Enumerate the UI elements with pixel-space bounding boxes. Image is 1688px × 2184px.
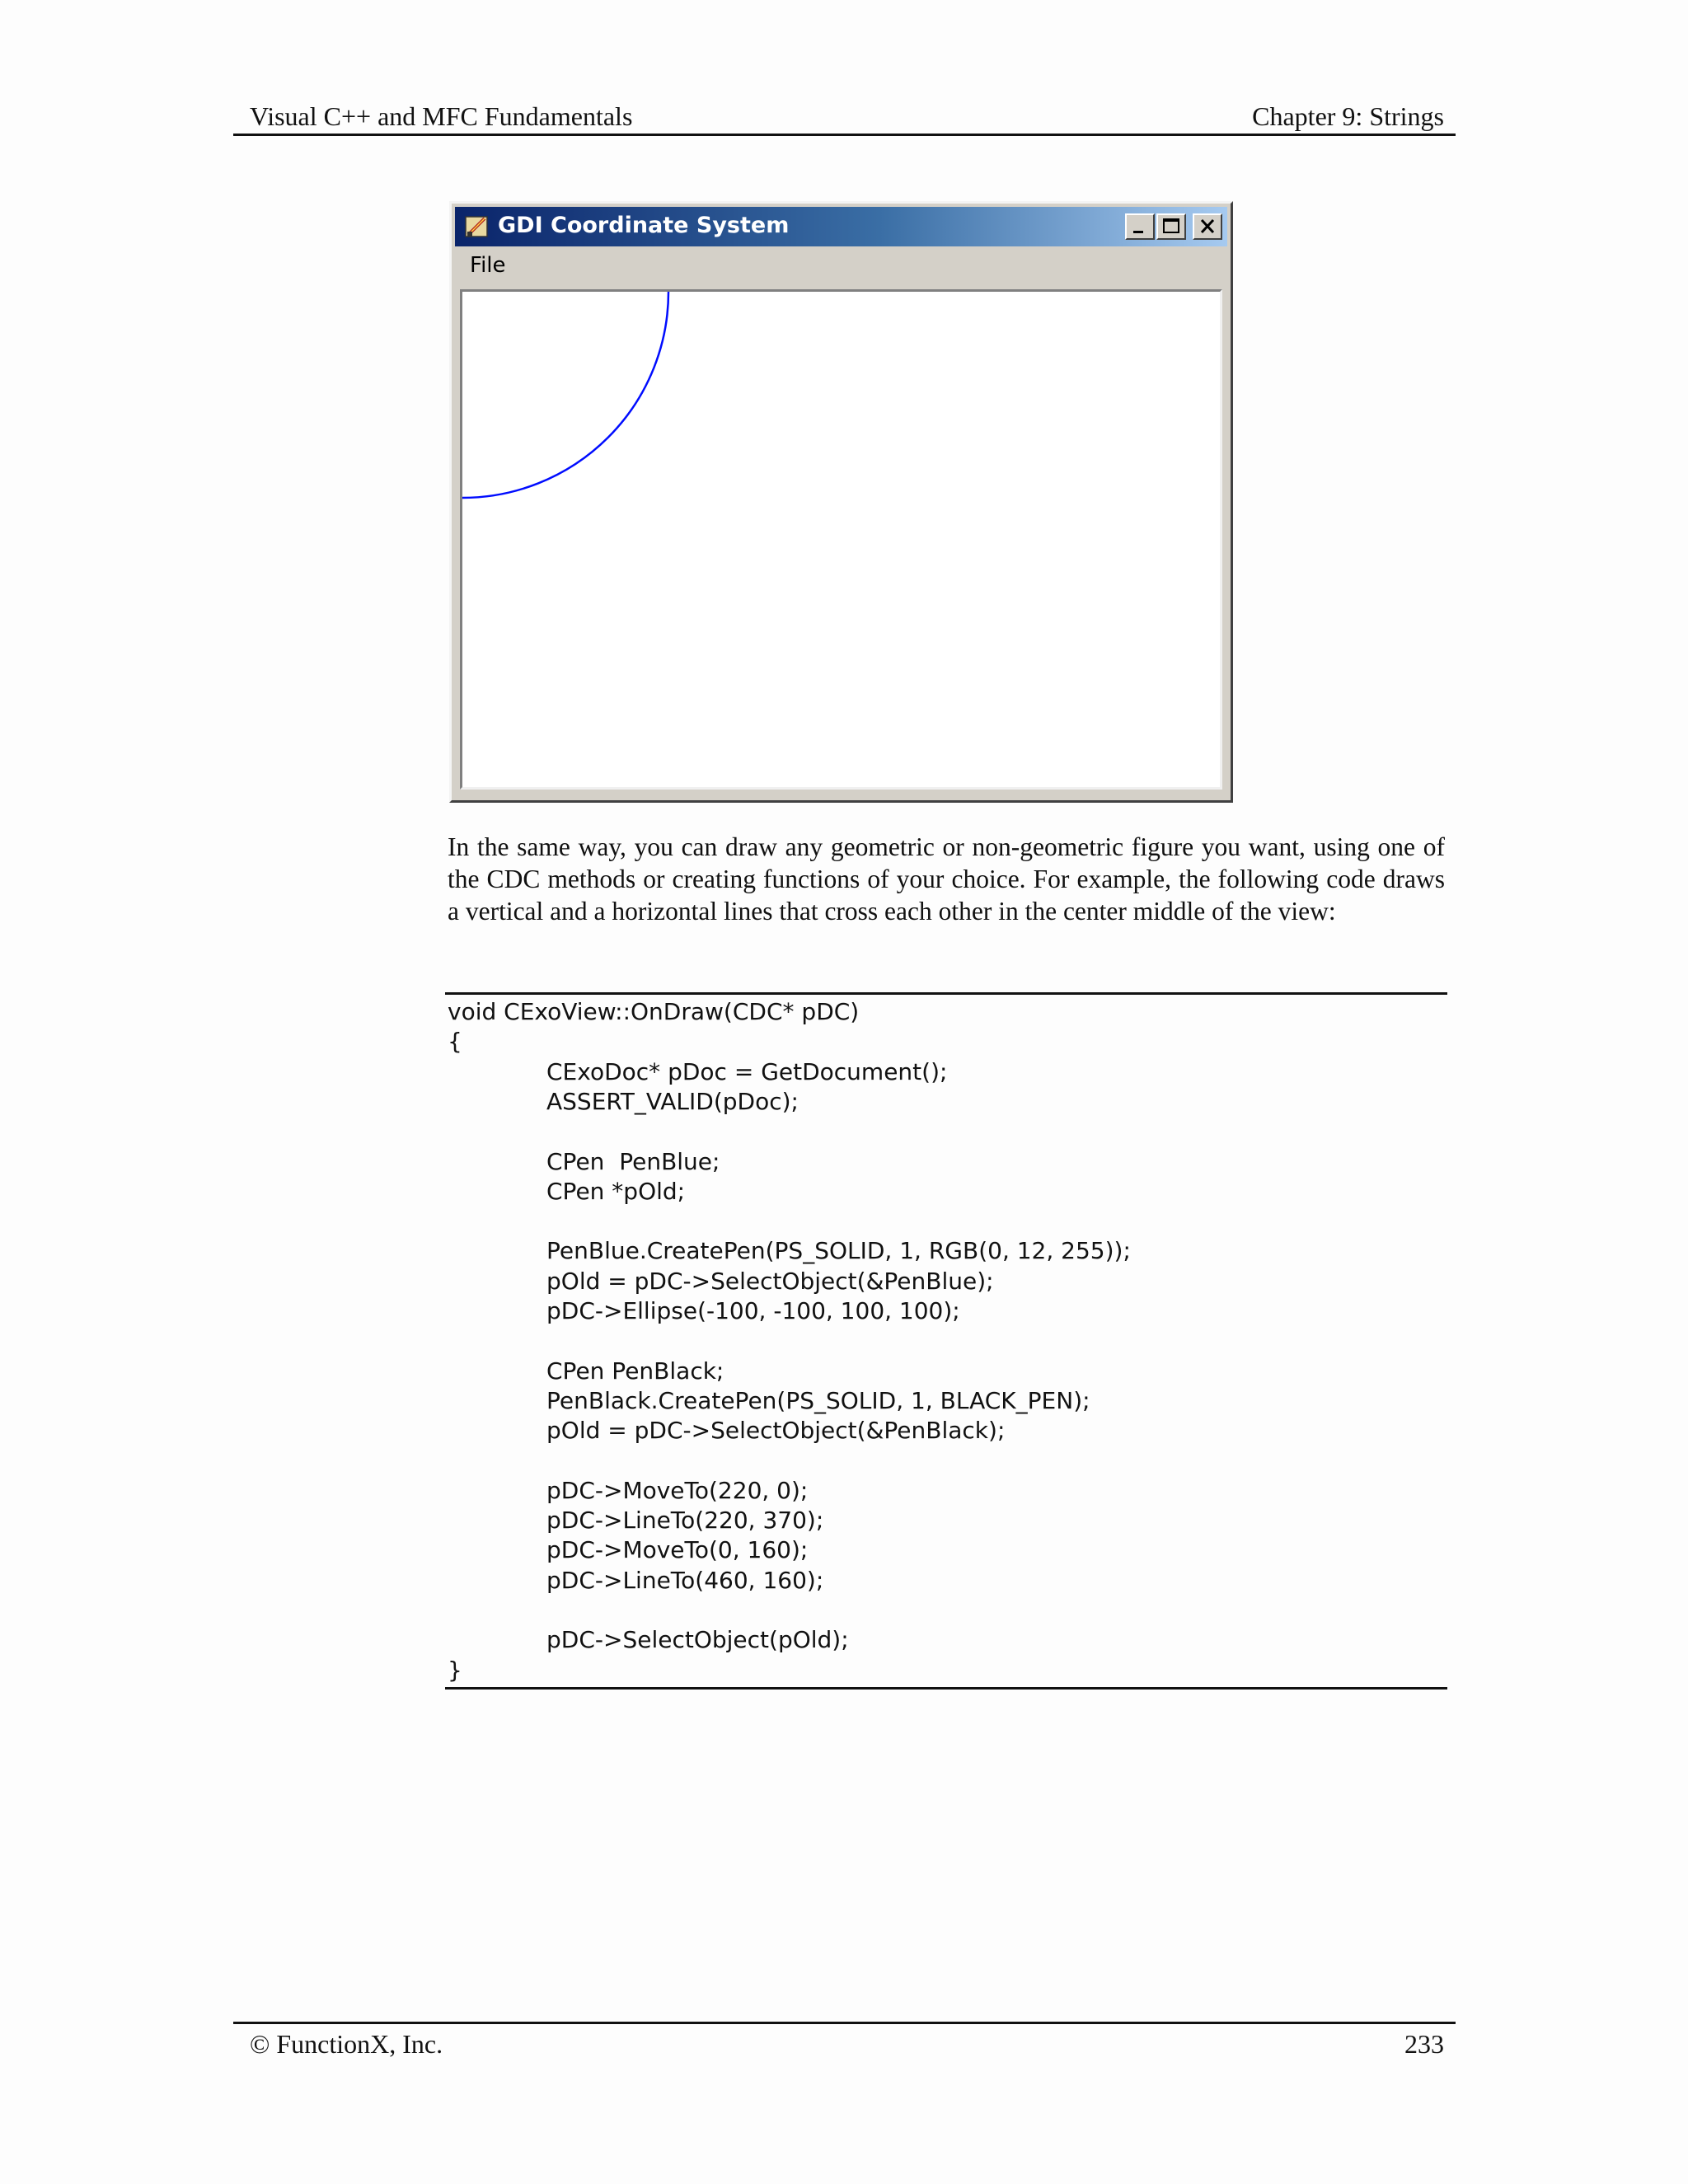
code-line: PenBlack.CreatePen(PS_SOLID, 1, BLACK_PEN);	[546, 1386, 1090, 1414]
body-paragraph: In the same way, you can draw any geometric or non-geometric figure you want, using one of the CDC methods or creating functions of your choice. For example, the following code draws a vertical and a horizontal lines that cross each other in the center middle of the view:	[448, 832, 1445, 926]
maximize-button[interactable]	[1156, 213, 1186, 240]
menu-file[interactable]: File	[470, 253, 506, 278]
minimize-icon	[1127, 215, 1153, 238]
window-title: GDI Coordinate System	[498, 213, 790, 238]
code-line: pDC->MoveTo(0, 160);	[546, 1536, 809, 1564]
code-line: {	[448, 1028, 462, 1056]
code-line: void CExoView::OnDraw(CDC* pDC)	[448, 998, 860, 1025]
app-icon	[463, 213, 490, 240]
chapter-title: Chapter 9: Strings	[1252, 101, 1444, 131]
page-header	[233, 97, 1456, 136]
copyright: © FunctionX, Inc.	[250, 2029, 443, 2059]
drawing-canvas	[462, 292, 1220, 787]
code-line: pDC->Ellipse(-100, -100, 100, 100);	[546, 1297, 960, 1324]
menu-bar	[455, 248, 1227, 281]
code-line: CPen *pOld;	[546, 1177, 686, 1205]
code-line: PenBlue.CreatePen(PS_SOLID, 1, RGB(0, 12, 255));	[546, 1237, 1131, 1265]
code-line: ASSERT_VALID(pDoc);	[546, 1087, 799, 1115]
code-line: pDC->LineTo(460, 160);	[546, 1566, 824, 1594]
code-line: pOld = pDC->SelectObject(&PenBlack);	[546, 1417, 1006, 1445]
title-bar[interactable]	[455, 207, 1227, 246]
page-footer	[233, 2022, 1456, 2065]
close-button[interactable]	[1193, 213, 1222, 240]
code-line: CPen PenBlack;	[546, 1357, 724, 1385]
code-block	[445, 992, 1447, 1690]
code-line: pOld = pDC->SelectObject(&PenBlue);	[546, 1267, 994, 1295]
client-area	[460, 289, 1222, 790]
maximize-icon	[1158, 215, 1184, 238]
minimize-button[interactable]	[1125, 213, 1155, 240]
code-line: CExoDoc* pDoc = GetDocument();	[546, 1057, 948, 1085]
page-number: 233	[1404, 2029, 1444, 2059]
app-window	[449, 201, 1233, 803]
book-title: Visual C++ and MFC Fundamentals	[250, 101, 633, 131]
code-line: pDC->LineTo(220, 370);	[546, 1507, 824, 1535]
code-line: pDC->MoveTo(220, 0);	[546, 1476, 809, 1504]
code-line: pDC->SelectObject(pOld);	[546, 1626, 849, 1654]
code-line: CPen PenBlue;	[546, 1147, 720, 1175]
ellipse-arc	[462, 292, 668, 498]
code-line: }	[448, 1656, 462, 1684]
close-icon	[1194, 215, 1221, 238]
